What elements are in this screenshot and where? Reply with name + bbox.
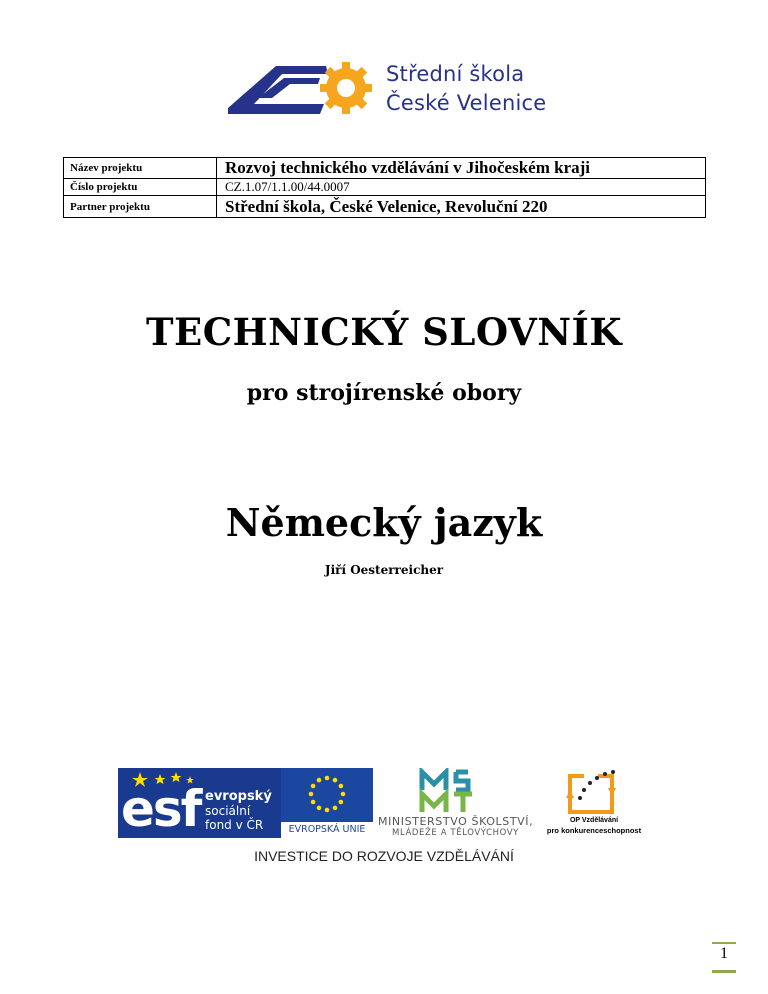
table-row: [64, 158, 706, 179]
page-number-rule-bottom: [712, 970, 736, 973]
eu-flag-icon: [281, 768, 373, 822]
esf-line-2: sociální: [205, 804, 251, 818]
table-row: [64, 179, 706, 196]
school-name-line-1: Střední škola: [386, 62, 525, 86]
op-line-2: pro konkurenceschopnost: [546, 826, 642, 835]
msmt-emblem-icon: [416, 768, 496, 814]
project-name-label: Název projektu: [64, 158, 217, 179]
page-number-rule-top: [712, 942, 736, 944]
table-row: [64, 196, 706, 218]
msmt-logo: [378, 768, 533, 838]
document-subtitle: pro strojírenské obory: [246, 380, 522, 406]
esf-line-1: evropský: [205, 789, 272, 804]
msmt-line-2: MLÁDEŽE A TĚLOVÝCHOVY: [392, 828, 519, 838]
school-name-line-2: České Velenice: [386, 91, 547, 115]
investice-tagline: INVESTICE DO ROZVOJE VZDĚLÁVÁNÍ: [254, 848, 514, 864]
page-number: 1: [720, 945, 728, 962]
op-emblem-icon: [564, 768, 624, 814]
esf-line-3: fond v ČR: [205, 818, 264, 832]
esf-letters: esf: [121, 780, 201, 838]
esf-logo: [118, 768, 281, 838]
op-line-1: OP Vzdělávání: [569, 817, 619, 824]
project-number-value: CZ.1.07/1.1.00/44.0007: [217, 179, 706, 196]
project-partner-label: Partner projektu: [64, 196, 217, 218]
eu-label: EVROPSKÁ UNIE: [288, 824, 366, 835]
project-number-label: Číslo projektu: [64, 179, 217, 196]
op-logo: [542, 768, 646, 838]
document-title: TECHNICKÝ SLOVNÍK: [146, 310, 622, 354]
project-name-value: Rozvoj technického vzdělávání v Jihočeském kraji: [217, 158, 706, 179]
author-name: Jiří Oesterreicher: [324, 563, 444, 577]
esf-text: [205, 790, 272, 832]
project-partner-value: Střední škola, České Velenice, Revoluční 220: [217, 196, 706, 218]
eu-logo: [281, 768, 373, 838]
school-emblem-icon: [224, 58, 384, 122]
msmt-line-1: MINISTERSTVO ŠKOLSTVÍ,: [378, 815, 534, 828]
project-info-table: [63, 157, 706, 218]
language-heading: Německý jazyk: [225, 500, 543, 545]
school-logo: [224, 58, 554, 122]
